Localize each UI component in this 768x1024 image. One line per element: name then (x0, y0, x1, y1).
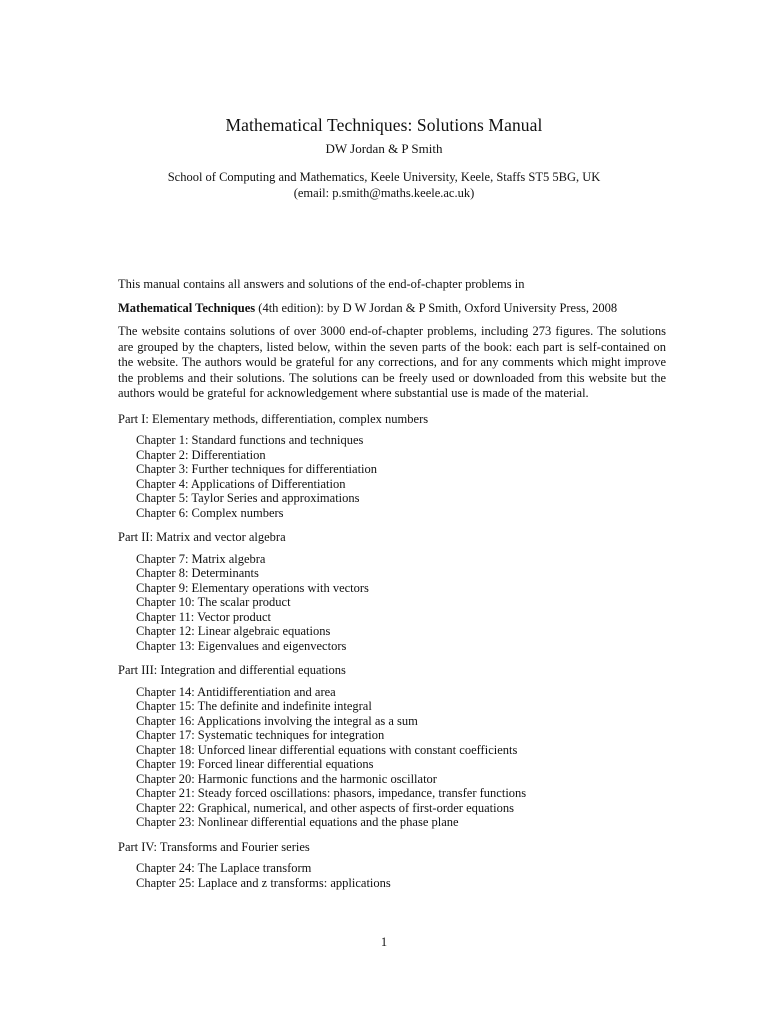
affiliation (0, 169, 768, 201)
document-authors: DW Jordan & P Smith (325, 141, 443, 156)
part-section (118, 530, 666, 653)
chapter-item: Chapter 24: The Laplace transform (136, 861, 312, 875)
chapter-item: Chapter 12: Linear algebraic equations (136, 624, 331, 638)
chapter-list (136, 685, 666, 830)
chapter-item: Chapter 18: Unforced linear differential equations with constant coefficients (136, 742, 518, 757)
chapter-item: Chapter 10: The scalar product (136, 595, 291, 609)
document-title: Mathematical Techniques: Solutions Manual (225, 115, 543, 135)
book-reference (118, 301, 666, 317)
chapter-item: Chapter 23: Nonlinear differential equations and the phase plane (136, 815, 459, 829)
part-heading: Part II: Matrix and vector algebra (118, 530, 286, 544)
part-heading: Part IV: Transforms and Fourier series (118, 839, 310, 854)
chapter-item: Chapter 2: Differentiation (136, 447, 266, 462)
part-section (118, 663, 666, 830)
chapter-item: Chapter 6: Complex numbers (136, 505, 284, 520)
chapter-item: Chapter 25: Laplace and z transforms: applications (136, 875, 391, 890)
part-section (118, 412, 666, 521)
chapter-list (136, 861, 666, 890)
chapter-item: Chapter 7: Matrix algebra (136, 551, 266, 566)
chapter-item: Chapter 20: Harmonic functions and the harmonic oscillator (136, 771, 437, 786)
chapter-item: Chapter 9: Elementary operations with vectors (136, 580, 369, 595)
chapter-item: Chapter 16: Applications involving the integral as a sum (136, 713, 418, 728)
affiliation-email: (email: p.smith@maths.keele.ac.uk) (293, 186, 475, 200)
book-details: (4th edition): by D W Jordan & P Smith, Oxford University Press, 2008 (255, 300, 618, 315)
chapter-item: Chapter 11: Vector product (136, 609, 272, 624)
part-section (118, 840, 666, 891)
page-number: 1 (380, 935, 388, 949)
chapter-item: Chapter 22: Graphical, numerical, and other aspects of first-order equations (136, 800, 514, 815)
chapter-item: Chapter 17: Systematic techniques for integration (136, 728, 385, 742)
chapter-item: Chapter 14: Antidifferentiation and area (136, 684, 336, 699)
chapter-item: Chapter 1: Standard functions and techniques (136, 433, 364, 447)
intro-description: The website contains solutions of over 3000 end-of-chapter problems, including 273 figures. The solutions are grouped by the chapters, listed below, within the seven parts of the book: each part is self-contained on the website. The authors would be grateful for any corrections, and for any comments which might improve the problems and their solutions. The solutions can be freely used or downloaded from this website but the authors would be grateful for acknowledgement where substantial use is made of the material. (118, 324, 666, 400)
chapter-list (136, 433, 666, 520)
chapter-item: Chapter 21: Steady forced oscillations: phasors, impedance, transfer functions (136, 786, 527, 800)
chapter-item: Chapter 4: Applications of Differentiation (136, 476, 346, 491)
affiliation-line-1: School of Computing and Mathematics, Keele University, Keele, Staffs ST5 5BG, UK (167, 170, 601, 184)
book-title: Mathematical Techniques (118, 300, 256, 315)
part-heading: Part III: Integration and differential equations (118, 663, 346, 677)
chapter-item: Chapter 19: Forced linear differential equations (136, 757, 374, 771)
chapter-item: Chapter 3: Further techniques for differentiation (136, 462, 378, 476)
chapter-item: Chapter 8: Determinants (136, 566, 259, 580)
part-heading: Part I: Elementary methods, differentiation, complex numbers (118, 411, 429, 426)
chapter-item: Chapter 15: The definite and indefinite integral (136, 699, 372, 713)
chapter-item: Chapter 5: Taylor Series and approximations (136, 491, 360, 505)
intro-line: This manual contains all answers and solutions of the end-of-chapter problems in (118, 277, 525, 291)
chapter-item: Chapter 13: Eigenvalues and eigenvectors (136, 638, 347, 653)
chapter-list (136, 552, 666, 654)
document-body (118, 277, 666, 896)
